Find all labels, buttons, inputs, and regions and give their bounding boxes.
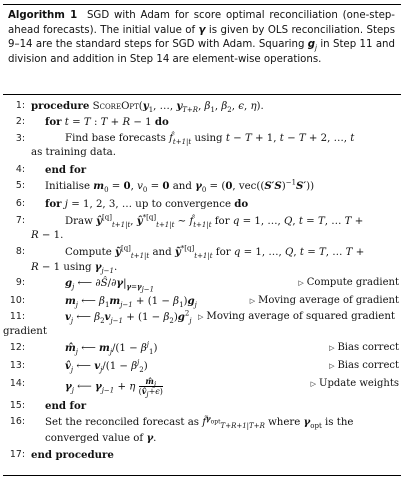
caption-text: SGD with Adam for score optimal reconciliation (one-step-ahead forecasts). The initial value of γ is given by OLS reconciliation. Steps 9–14 are the standard steps for SGD with Adam. Squaring $g_j$ in Step 11 and division and addition in Step 14 are element-wise operations. xyxy=(8,10,395,65)
bottom-rule xyxy=(3,475,401,476)
algorithm-label: Algorithm 1 xyxy=(8,10,78,21)
line-3: 3: Find base forecasts $f̂_{t+1|t}$ using t − T + 1, t − T + 2, …, t as training data. xyxy=(15,132,355,158)
line-17: 17: end procedure xyxy=(9,449,114,462)
algorithm-box xyxy=(3,4,401,476)
line-8: 8: Compute ỹ[q]$_{t+1|t}$ and ỹ$^{*[q]}_{t+1|t}$ for q = 1, …, Q, t = T, … T + R − 1 using $\gamma_{j-1}$. xyxy=(15,244,365,275)
line-5: 5: Initialise $m_0 = 0$, $v_0 = 0$ and $\gamma_0 = (0$, $vec((S'S)^{-1}S')$) xyxy=(15,178,315,195)
algorithm-caption xyxy=(8,9,395,67)
line-12: 12: $m̂_j$ ⟵ $m_j/(1 - \beta^j_1)$ ▷ Bias correct xyxy=(9,340,399,356)
line-9: 9: $g_j$ ⟵ $\partial Ŝ/\partial\gamma|_{\gamma=\gamma_{j-1}}$ ▷ Compute gradient xyxy=(15,276,399,293)
line-2: 2: for t = T : T + R − 1 do xyxy=(15,116,169,129)
line-7: 7: Draw $ŷ[q]_{t+1|t}$, $ŷ^{*[q]}_{t+1|t}$ ∼ $f̂_{t+1|t}$ for q = 1, …, Q, t = T, … T + R − 1. xyxy=(15,213,364,241)
line-10: 10: $m_j$ ⟵ $\beta_1m_{j-1} + (1 - \beta_1)g_j$ ▷ Moving average of gradient xyxy=(9,294,399,309)
algorithm-lines xyxy=(3,99,401,465)
line-16: 16: Set the reconciled forecast as f̃$^{\gamma_{opt}}_{T+R+1|T+R}$ where $\gamma_{opt}$ is the converged value of γ. xyxy=(9,413,354,444)
line-6: 6: for j = 1, 2, 3, … up to convergence do xyxy=(15,198,249,211)
line-14: 14: $\gamma_j$ ⟵ $\gamma_{j-1} + \eta$ $\frac{m̂_j}{(v̂_j+\epsilon)}$ ▷ Update weights xyxy=(9,375,399,399)
line-1: 1: procedure $ScoreOpt(y_1$, …, $y_{T+R}$, $\beta_1$, $\beta_2$, ϵ, η). xyxy=(15,100,264,115)
header-rule xyxy=(3,94,401,95)
line-15: 15: end for xyxy=(9,399,87,412)
line-11: 11: $v_j$ ⟵ $\beta_2v_{j-1} + (1 - \beta_2)g^2_j$ ▷ Moving average of squared gradient gradient xyxy=(3,309,395,338)
line-13: 13: $v̂_j$ ⟵ $v_j/(1 - \beta^j_2)$ ▷ Bias correct xyxy=(9,358,399,374)
top-rule xyxy=(3,4,401,5)
line-4: 4: end for xyxy=(15,163,87,176)
